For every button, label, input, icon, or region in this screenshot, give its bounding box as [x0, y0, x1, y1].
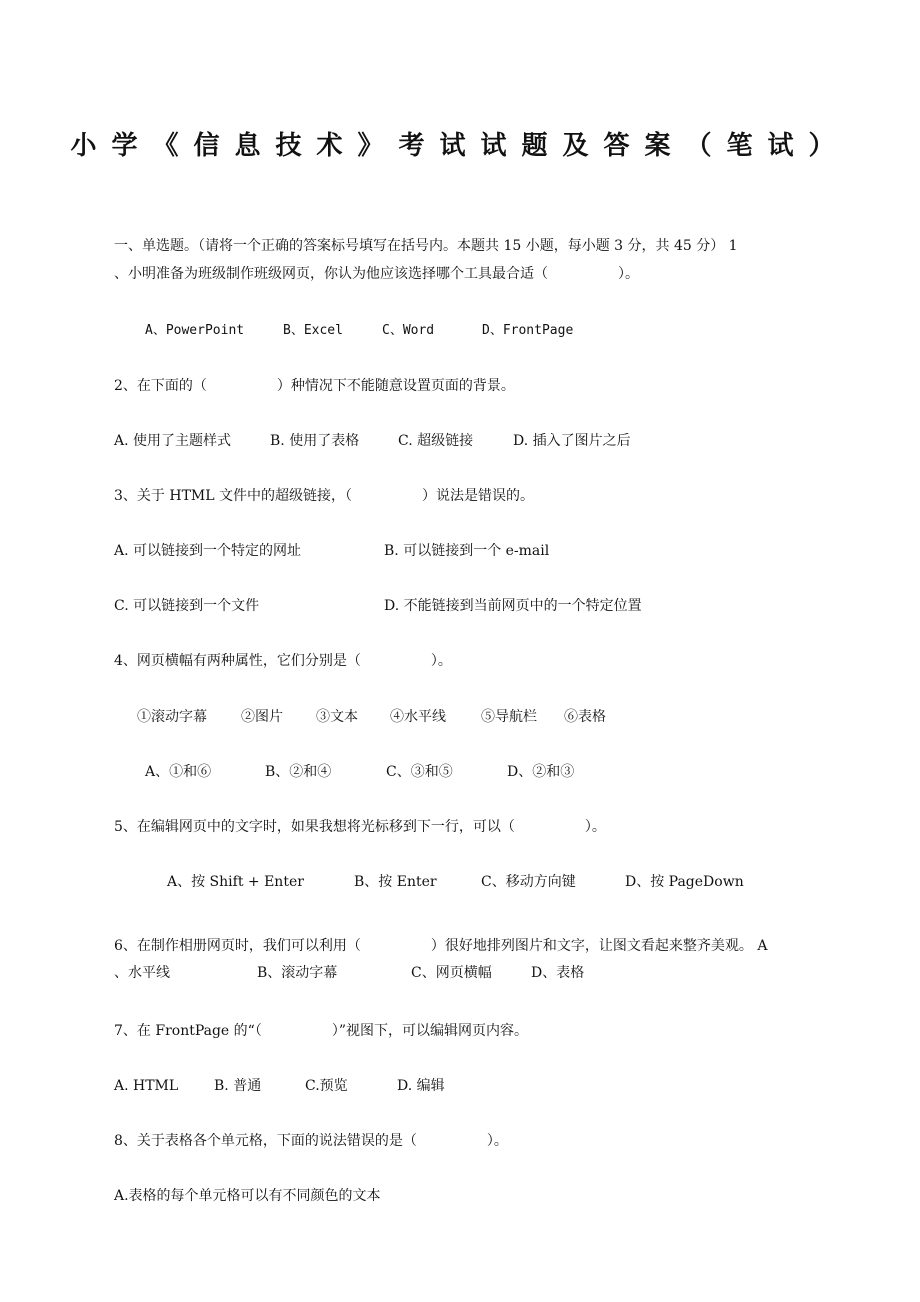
- question-4-item-3: ③文本: [316, 709, 358, 725]
- question-3-option-c: C. 可以链接到一个文件: [114, 598, 260, 614]
- question-5-option-c: C、移动方向键: [481, 874, 576, 890]
- page-title: 小学《信息技术》考试试题及答案（笔试）: [70, 131, 850, 161]
- question-6-option-c: C、网页横幅: [411, 965, 492, 981]
- question-3-stem: 3、关于 HTML 文件中的超级链接，（ ）说法是错误的。: [114, 488, 534, 504]
- question-4-item-4: ④水平线: [390, 709, 446, 725]
- question-1-option-c: C、Word: [382, 323, 435, 338]
- question-1-stem: 、小明准备为班级制作班级网页，你认为他应该选择哪个工具最合适（ ）。: [114, 266, 639, 282]
- section-header: 一、单选题。（请将一个正确的答案标号填写在括号内。本题共 15 小题，每小题 3 分，共 45 分） 1: [114, 238, 738, 254]
- question-7-option-b: B. 普通: [214, 1078, 262, 1094]
- question-2-option-c: C. 超级链接: [398, 433, 474, 449]
- question-4-item-5: ⑤导航栏: [481, 709, 537, 725]
- question-7-option-a: A. HTML: [114, 1078, 179, 1094]
- question-5-option-b: B、按 Enter: [354, 874, 437, 890]
- question-1-option-a: A、PowerPoint: [145, 323, 245, 338]
- question-2-option-d: D. 插入了图片之后: [513, 433, 631, 449]
- question-6-option-b: B、滚动字幕: [257, 965, 338, 981]
- question-6-option-d: D、表格: [531, 965, 585, 981]
- question-3-option-d: D. 不能链接到当前网页中的一个特定位置: [384, 598, 642, 614]
- question-6-option-a: 、水平线: [114, 965, 170, 981]
- question-4-option-a: A、①和⑥: [145, 764, 212, 780]
- question-4-option-c: C、③和⑤: [386, 764, 453, 780]
- question-1-option-b: B、Excel: [283, 323, 343, 338]
- question-4-option-b: B、②和④: [265, 764, 332, 780]
- question-4-item-1: ①滚动字幕: [137, 709, 207, 725]
- question-3-option-a: A. 可以链接到一个特定的网址: [114, 543, 302, 559]
- question-2-option-b: B. 使用了表格: [270, 433, 360, 449]
- question-5-option-d: D、按 PageDown: [625, 874, 744, 890]
- question-7-option-d: D. 编辑: [397, 1078, 445, 1094]
- question-5-stem: 5、在编辑网页中的文字时，如果我想将光标移到下一行，可以（ ）。: [114, 819, 606, 835]
- question-2-stem: 2、在下面的（ ）种情况下不能随意设置页面的背景。: [114, 378, 515, 394]
- question-1-option-d: D、FrontPage: [482, 323, 574, 338]
- question-8-stem: 8、关于表格各个单元格，下面的说法错误的是（ ）。: [114, 1133, 508, 1149]
- question-2-option-a: A. 使用了主题样式: [114, 433, 232, 449]
- question-8-option-a: A.表格的每个单元格可以有不同颜色的文本: [114, 1188, 381, 1204]
- question-5-option-a: A、按 Shift + Enter: [167, 874, 304, 890]
- question-4-item-6: ⑥表格: [564, 709, 606, 725]
- question-6-stem: 6、在制作相册网页时，我们可以利用（ ）很好地排列图片和文字，让图文看起来整齐美观。 A: [114, 938, 768, 954]
- question-4-option-d: D、②和③: [507, 764, 575, 780]
- question-7-stem: 7、在 FrontPage 的“（ ）”视图下，可以编辑网页内容。: [114, 1023, 528, 1039]
- question-7-option-c: C.预览: [305, 1078, 348, 1094]
- question-4-stem: 4、网页横幅有两种属性，它们分别是（ ）。: [114, 653, 452, 669]
- question-4-item-2: ②图片: [241, 709, 283, 725]
- question-3-option-b: B. 可以链接到一个 e-mail: [384, 543, 550, 559]
